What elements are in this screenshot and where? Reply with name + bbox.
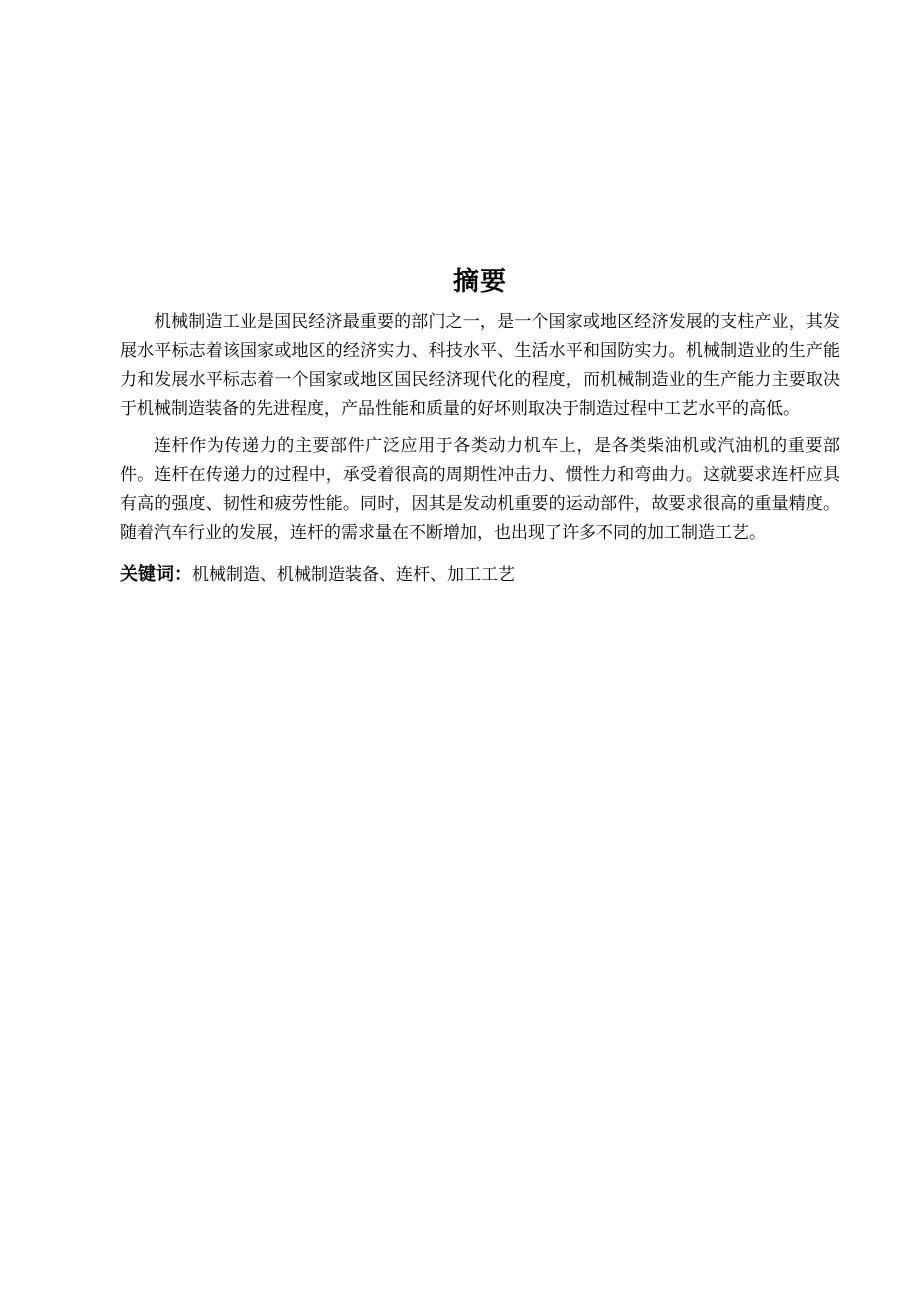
keywords-line [120,560,840,590]
abstract-paragraph-2: 连杆作为传递力的主要部件广泛应用于各类动力机车上，是各类柴油机或汽油机的重要部件。连杆在传递力的过程中，承受着很高的周期性冲击力、惯性力和弯曲力。这就要求连杆应具有高的强度、韧性和疲劳性能。同时，因其是发动机重要的运动部件，故要求很高的重量精度。随着汽车行业的发展，连杆的需求量在不断增加，也出现了许多不同的加工制造工艺。 [120,436,840,543]
keywords-label: 关键词： [120,564,192,585]
abstract-paragraph-1: 机械制造工业是国民经济最重要的部门之一，是一个国家或地区经济发展的支柱产业，其发展水平标志着该国家或地区的经济实力、科技水平、生活水平和国防实力。机械制造业的生产能力和发展水平标志着一个国家或地区国民经济现代化的程度，而机械制造业的生产能力主要取决于机械制造装备的先进程度，产品性能和质量的好坏则取决于制造过程中工艺水平的高低。 [120,312,840,419]
abstract-section [120,262,840,590]
keywords-list: 机械制造、机械制造装备、连杆、加工工艺 [192,565,515,585]
abstract-title: 摘要 [452,267,507,297]
